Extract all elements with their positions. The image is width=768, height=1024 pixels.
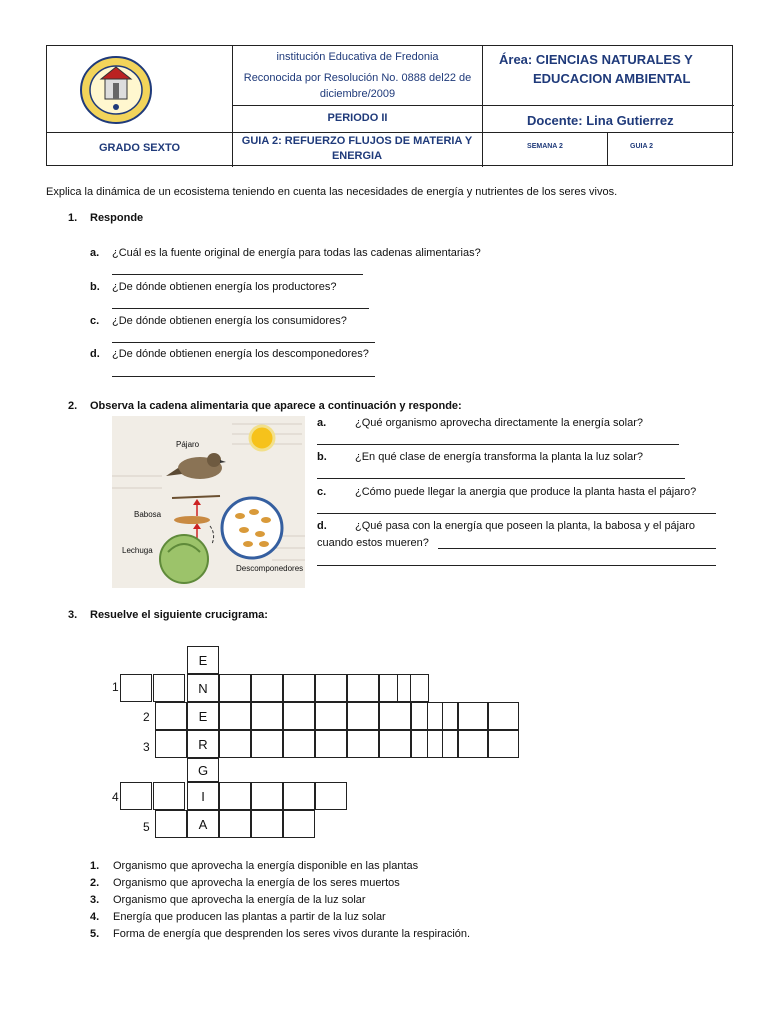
school-seal-logo <box>79 55 153 125</box>
crossword-cell[interactable] <box>120 674 152 702</box>
crossword-key-cell[interactable]: I <box>187 782 219 810</box>
crossword-key-cell[interactable]: A <box>187 810 219 838</box>
crossword-cell[interactable] <box>315 674 347 702</box>
q1c-answer-line[interactable] <box>112 342 375 343</box>
section-3-number: 3. <box>68 609 78 621</box>
crossword-cell[interactable] <box>283 674 315 702</box>
crossword-cell[interactable] <box>457 730 489 758</box>
q1c-text: ¿De dónde obtienen energía los consumidores? <box>112 315 347 327</box>
crossword-key-cell[interactable]: E <box>187 646 219 674</box>
clue-number: 5. <box>90 928 100 940</box>
q2d-text-continued: cuando estos mueren? <box>317 537 429 549</box>
q2c-text: ¿Cómo puede llegar la anergia que produce la planta hasta el pájaro? <box>355 486 697 498</box>
crossword-cell[interactable] <box>487 702 519 730</box>
q1b-text: ¿De dónde obtienen energía los productores? <box>112 281 337 293</box>
q2d-letter: d. <box>317 520 327 532</box>
clue-text: Organismo que aprovecha la energía de la luz solar <box>113 894 366 906</box>
q1d-answer-line[interactable] <box>112 376 375 377</box>
crossword-key-cell[interactable]: G <box>187 758 219 782</box>
docente-label: Docente: Lina Gutierrez <box>527 113 674 128</box>
q2b-text: ¿En qué clase de energía transforma la planta la luz solar? <box>355 451 643 463</box>
crossword-row-number: 2 <box>143 710 150 724</box>
section-3-title: Resuelve el siguiente crucigrama: <box>90 609 268 621</box>
section-1-number: 1. <box>68 212 78 224</box>
area-line-1: Área: CIENCIAS NATURALES Y <box>499 52 693 67</box>
q2d-text: ¿Qué pasa con la energía que poseen la planta, la babosa y el pájaro <box>355 520 696 532</box>
crossword-cell[interactable] <box>155 702 187 730</box>
q1b-letter: b. <box>90 281 100 293</box>
resolution-text: Reconocida por Resolución No. 0888 del22 de diciembre/2009 <box>243 72 472 100</box>
clue-number: 3. <box>90 894 100 906</box>
crossword-cell[interactable] <box>155 730 187 758</box>
section-2-title: Observa la cadena alimentaria que aparece a continuación y responde: <box>90 400 462 412</box>
crossword-key-cell[interactable]: E <box>187 702 219 730</box>
crossword-cell[interactable] <box>155 810 187 838</box>
crossword-cell[interactable] <box>219 674 251 702</box>
section-1-title: Responde <box>90 212 144 224</box>
crossword-key-cell[interactable]: R <box>187 730 219 758</box>
crossword-cell[interactable] <box>283 810 315 838</box>
crossword-cell[interactable] <box>283 702 315 730</box>
clue-text: Organismo que aprovecha la energía disponible en las plantas <box>113 860 419 872</box>
q2b-answer-line[interactable] <box>317 478 685 479</box>
q1d-letter: d. <box>90 348 100 360</box>
crossword-cell[interactable] <box>379 702 411 730</box>
crossword-row-number: 3 <box>143 740 150 754</box>
q2a-letter: a. <box>317 417 327 429</box>
header-table <box>46 45 733 166</box>
q2b-letter: b. <box>317 451 327 463</box>
label-babosa: Babosa <box>134 510 162 519</box>
q2a-text: ¿Qué organismo aprovecha directamente la energía solar? <box>355 417 643 429</box>
crossword-cell[interactable] <box>153 782 185 810</box>
crossword-cell[interactable] <box>315 782 347 810</box>
crossword-cell[interactable] <box>487 730 519 758</box>
crossword-cell[interactable] <box>347 674 379 702</box>
crossword-cell[interactable] <box>251 782 283 810</box>
crossword-cell[interactable] <box>397 674 429 702</box>
crossword-row-number: 5 <box>143 820 150 834</box>
crossword-cell[interactable] <box>219 702 251 730</box>
area-line-2: EDUCACION AMBIENTAL <box>533 71 691 86</box>
crossword-cell[interactable] <box>219 730 251 758</box>
crossword-cell[interactable] <box>457 702 489 730</box>
q1b-answer-line[interactable] <box>112 308 369 309</box>
q1a-letter: a. <box>90 247 100 259</box>
periodo-label: PERIODO II <box>327 112 388 124</box>
clue-number: 1. <box>90 860 100 872</box>
q2d-answer-line-2[interactable] <box>317 565 716 566</box>
crossword-key-cell[interactable]: N <box>187 674 219 702</box>
crossword-cell[interactable] <box>120 782 152 810</box>
crossword-cell[interactable] <box>283 782 315 810</box>
crossword-row-number: 1 <box>112 680 119 694</box>
q2c-answer-line[interactable] <box>317 513 716 514</box>
crossword-cell[interactable] <box>315 730 347 758</box>
label-lechuga: Lechuga <box>122 546 153 555</box>
institution-name: institución Educativa de Fredonia <box>276 51 439 63</box>
food-chain-image <box>112 416 305 588</box>
section-2-number: 2. <box>68 400 78 412</box>
crossword-cell[interactable] <box>251 810 283 838</box>
intro-text: Explica la dinámica de un ecosistema teniendo en cuenta las necesidades de energía y nutrientes de los seres vivos. <box>46 186 618 198</box>
food-chain-illustration <box>112 416 305 588</box>
crossword-cell[interactable] <box>427 702 459 730</box>
clue-text: Forma de energía que desprenden los seres vivos durante la respiración. <box>113 928 471 940</box>
crossword-cell[interactable] <box>251 730 283 758</box>
guia-number: GUIA 2 <box>630 143 654 150</box>
crossword-row-number: 4 <box>112 790 119 804</box>
crossword-cell[interactable] <box>219 810 251 838</box>
crossword-cell[interactable] <box>427 730 459 758</box>
q1a-text: ¿Cuál es la fuente original de energía para todas las cadenas alimentarias? <box>112 247 481 259</box>
clue-text: Energía que producen las plantas a partir de la luz solar <box>113 911 386 923</box>
grado-label: GRADO SEXTO <box>98 142 181 154</box>
q2d-answer-line-1[interactable] <box>438 548 716 549</box>
clue-number: 4. <box>90 911 100 923</box>
guia-title: GUIA 2: REFUERZO FLUJOS DE MATERIA Y ENERGIA <box>241 135 473 162</box>
q1d-text: ¿De dónde obtienen energía los descomponedores? <box>112 348 369 360</box>
q2c-letter: c. <box>317 486 327 498</box>
crossword-cell[interactable] <box>347 730 379 758</box>
clue-text: Organismo que aprovecha la energía de los seres muertos <box>113 877 400 889</box>
crossword-cell[interactable] <box>251 674 283 702</box>
semana-label: SEMANA 2 <box>527 143 563 150</box>
label-descomponedores: Descomponedores <box>236 564 304 573</box>
clue-number: 2. <box>90 877 100 889</box>
q2a-answer-line[interactable] <box>317 444 679 445</box>
crossword-cell[interactable] <box>219 782 251 810</box>
crossword-cell[interactable] <box>153 674 185 702</box>
crossword-cell[interactable] <box>251 702 283 730</box>
q1a-answer-line[interactable] <box>112 274 363 275</box>
q1c-letter: c. <box>90 315 100 327</box>
label-pajaro: Pájaro <box>176 440 200 449</box>
crossword-cell[interactable] <box>315 702 347 730</box>
crossword-cell[interactable] <box>283 730 315 758</box>
crossword-cell[interactable] <box>379 730 411 758</box>
crossword-cell[interactable] <box>347 702 379 730</box>
